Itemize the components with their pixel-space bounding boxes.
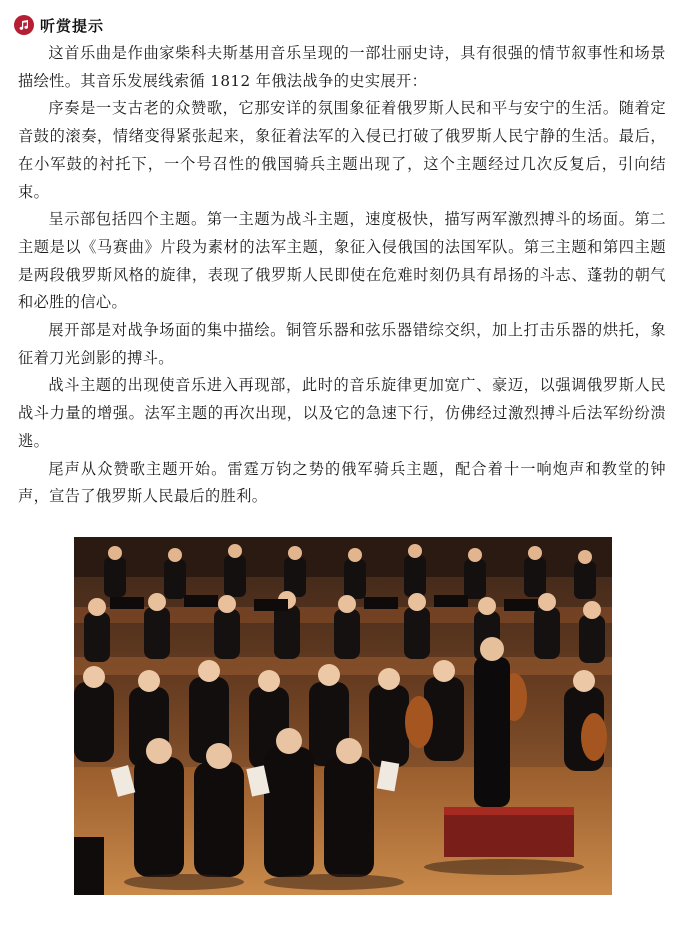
paragraph-exposition: 呈示部包括四个主题。第一主题为战斗主题，速度极快，描写两军激烈搏斗的场面。第二主题是以《马赛曲》片段为素材的法军主题，象征入侵俄国的法国军队。第三主题和第四主题是两段俄罗斯风格的旋律，表现了俄罗斯人民即使在危难时刻仍具有昂扬的斗志、蓬勃的朝气和必胜的信心。: [18, 210, 666, 312]
orchestra-photo: [74, 537, 612, 895]
section-title: 听赏提示: [40, 16, 105, 35]
music-note-icon: [14, 15, 34, 35]
paragraph-development: 展开部是对战争场面的集中描绘。铜管乐器和弦乐器错综交织，加上打击乐器的烘托，象征着刀光剑影的搏斗。: [18, 321, 666, 367]
section-header: [14, 14, 104, 36]
paragraph-intro: 这首乐曲是作曲家柴科夫斯基用音乐呈现的一部壮丽史诗，具有很强的情节叙事性和场景描绘性。其音乐发展线索循 1812 年俄法战争的史实展开：: [18, 44, 666, 90]
paragraph-coda: 尾声从众赞歌主题开始。雷霆万钧之势的俄军骑兵主题，配合着十一响炮声和教堂的钟声，宣告了俄罗斯人民最后的胜利。: [18, 459, 666, 506]
paragraph-recapitulation: 战斗主题的出现使音乐进入再现部，此时的音乐旋律更加宽广、豪迈，以强调俄罗斯人民战斗力量的增强。法军主题的再次出现，以及它的急速下行，仿佛经过激烈搏斗后法军纷纷溃逃。: [18, 376, 666, 450]
article-body: [18, 40, 666, 511]
paragraph-introduction-section: 序奏是一支古老的众赞歌，它那安详的氛围象征着俄罗斯人民和平与安宁的生活。随着定音鼓的滚奏，情绪变得紧张起来，象征着法军的入侵已打破了俄罗斯人民宁静的生活。最后，在小军鼓的衬托下，一个号召性的俄国骑兵主题出现了，这个主题经过几次反复后，引向结束。: [18, 99, 666, 201]
